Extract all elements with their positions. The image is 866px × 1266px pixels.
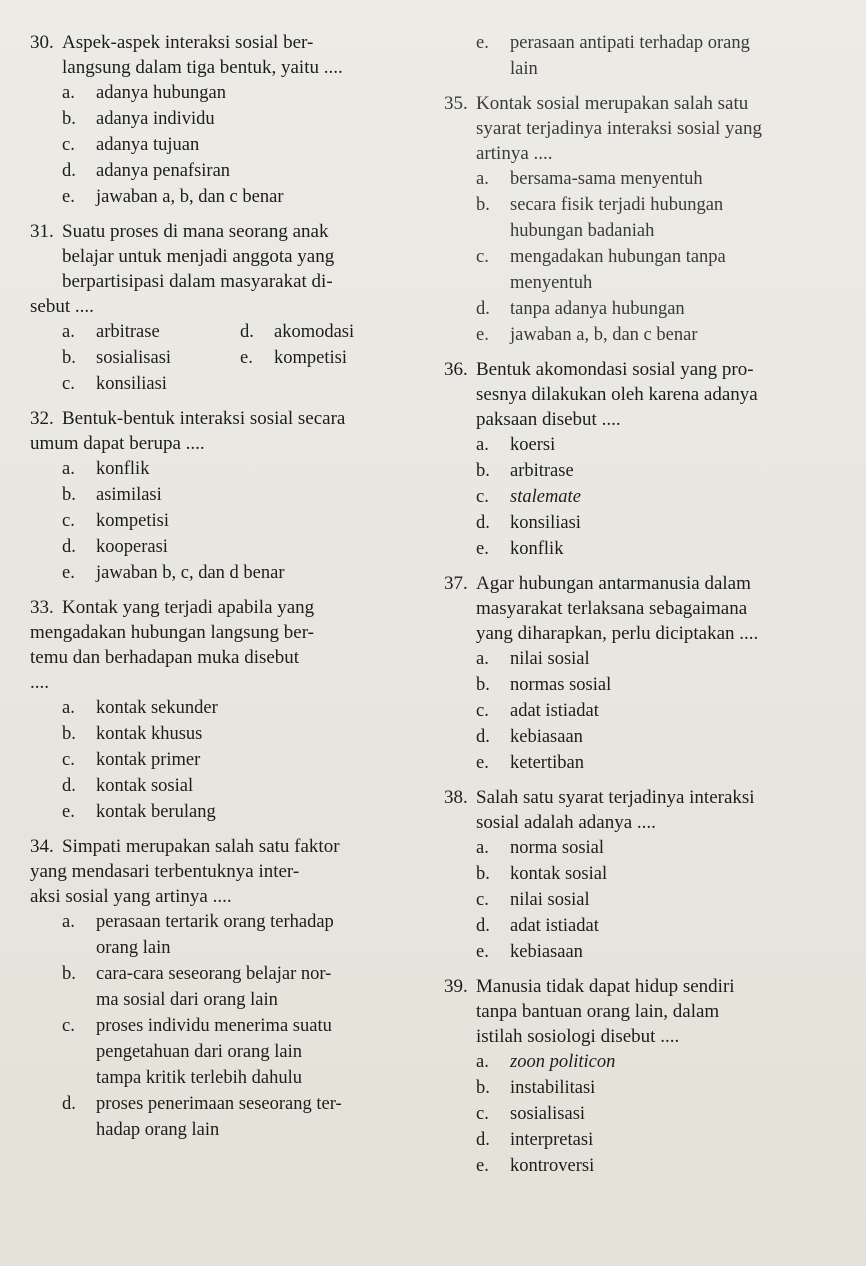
question-stem-line: Bentuk akomondasi sosial yang pro- bbox=[476, 359, 754, 380]
question-32 bbox=[30, 406, 430, 586]
option[interactable]: e. jawaban b, c, dan d benar bbox=[62, 563, 285, 583]
option[interactable]: e. konflik bbox=[476, 539, 564, 559]
question-33 bbox=[30, 595, 430, 825]
question-number: 33. bbox=[30, 597, 54, 618]
question-35 bbox=[444, 91, 844, 348]
option[interactable]: a. nilai sosial bbox=[476, 649, 590, 669]
option[interactable]: d. akomodasi bbox=[240, 322, 355, 342]
option[interactable]: e. ketertiban bbox=[476, 753, 584, 773]
question-stem-line: masyarakat terlaksana sebagaimana bbox=[476, 598, 748, 619]
option[interactable]: d. tanpa adanya hubungan bbox=[476, 299, 685, 319]
option[interactable]: c. stalemate bbox=[476, 487, 581, 507]
question-number: 35. bbox=[444, 93, 468, 114]
option[interactable]: e. kebiasaan bbox=[476, 942, 583, 962]
question-stem-line: sesnya dilakukan oleh karena adanya bbox=[476, 384, 758, 405]
option[interactable]: b. kontak sosial bbox=[476, 864, 608, 884]
option[interactable]: c. adanya tujuan bbox=[62, 135, 200, 155]
question-number: 39. bbox=[444, 976, 468, 997]
question-stem-line: paksaan disebut .... bbox=[476, 409, 621, 430]
option[interactable]: c. nilai sosial bbox=[476, 890, 590, 910]
question-stem-line: Bentuk-bentuk interaksi sosial secara bbox=[62, 408, 346, 429]
option[interactable]: c. mengadakan hubungan tanpa menyentuh bbox=[476, 247, 726, 293]
option[interactable]: e. jawaban a, b, dan c benar bbox=[62, 187, 284, 207]
option[interactable]: b. sosialisasi bbox=[62, 348, 172, 368]
option[interactable]: d. interpretasi bbox=[476, 1130, 594, 1150]
question-34 bbox=[30, 834, 430, 1143]
question-stem-line: umum dapat berupa .... bbox=[30, 433, 205, 454]
question-number: 37. bbox=[444, 573, 468, 594]
option[interactable]: c. proses individu menerima suatu pengetahuan dari orang lain tampa kritik terlebih dahulu bbox=[62, 1016, 332, 1088]
option[interactable]: a. arbitrase bbox=[62, 322, 160, 342]
option[interactable]: e. kontroversi bbox=[476, 1156, 595, 1176]
option[interactable]: d. kooperasi bbox=[62, 537, 168, 557]
option[interactable]: b. secara fisik terjadi hubungan hubungan badaniah bbox=[476, 195, 724, 241]
option[interactable]: a. perasaan tertarik orang terhadap orang lain bbox=[62, 912, 334, 958]
question-31 bbox=[30, 219, 430, 397]
option[interactable]: b. cara-cara seseorang belajar nor- ma sosial dari orang lain bbox=[62, 964, 332, 1010]
option[interactable]: b. normas sosial bbox=[476, 675, 612, 695]
option[interactable]: d. konsiliasi bbox=[476, 513, 581, 533]
option[interactable]: e. kompetisi bbox=[240, 348, 347, 368]
left-column bbox=[30, 30, 430, 1143]
question-stem-line: belajar untuk menjadi anggota yang bbox=[62, 246, 335, 267]
option[interactable]: c. adat istiadat bbox=[476, 701, 599, 721]
question-number: 36. bbox=[444, 359, 468, 380]
question-number: 30. bbox=[30, 32, 54, 53]
question-stem-line: artinya .... bbox=[476, 143, 553, 164]
question-number: 38. bbox=[444, 787, 468, 808]
question-number: 34. bbox=[30, 836, 54, 857]
question-stem-line: Kontak yang terjadi apabila yang bbox=[62, 597, 315, 618]
option[interactable]: e. jawaban a, b, dan c benar bbox=[476, 325, 698, 345]
question-stem-line: Simpati merupakan salah satu faktor bbox=[62, 836, 340, 857]
option[interactable]: a. zoon politicon bbox=[476, 1052, 616, 1072]
option[interactable]: a. adanya hubungan bbox=[62, 83, 226, 103]
option[interactable]: c. kompetisi bbox=[62, 511, 169, 531]
question-stem-line: sebut .... bbox=[30, 296, 94, 317]
question-number: 32. bbox=[30, 408, 54, 429]
question-37 bbox=[444, 571, 844, 776]
question-stem-line: berpartisipasi dalam masyarakat di- bbox=[62, 271, 333, 292]
option[interactable]: c. kontak primer bbox=[62, 750, 201, 770]
question-stem-line: aksi sosial yang artinya .... bbox=[30, 886, 232, 907]
question-stem-line: tanpa bantuan orang lain, dalam bbox=[476, 1001, 720, 1022]
option[interactable]: c. sosialisasi bbox=[476, 1104, 586, 1124]
question-stem-line: yang diharapkan, perlu diciptakan .... bbox=[476, 623, 759, 644]
question-stem-line: Salah satu syarat terjadinya interaksi bbox=[476, 787, 755, 808]
question-38 bbox=[444, 785, 844, 965]
option[interactable]: c. konsiliasi bbox=[62, 374, 167, 394]
question-stem-line: mengadakan hubungan langsung ber- bbox=[30, 622, 315, 643]
question-stem-line: istilah sosiologi disebut .... bbox=[476, 1026, 680, 1047]
option[interactable]: d. kebiasaan bbox=[476, 727, 583, 747]
option[interactable]: b. instabilitasi bbox=[476, 1078, 596, 1098]
question-stem-line: Suatu proses di mana seorang anak bbox=[62, 221, 329, 242]
option[interactable]: b. asimilasi bbox=[62, 485, 162, 505]
option[interactable]: b. arbitrase bbox=[476, 461, 574, 481]
question-stem-line: Agar hubungan antarmanusia dalam bbox=[476, 573, 751, 594]
option[interactable]: e. perasaan antipati terhadap orang lain bbox=[476, 33, 750, 79]
question-stem-line: temu dan berhadapan muka disebut bbox=[30, 647, 300, 668]
question-stem-line: langsung dalam tiga bentuk, yaitu .... bbox=[62, 57, 343, 78]
option[interactable]: e. kontak berulang bbox=[62, 802, 216, 822]
option[interactable]: a. koersi bbox=[476, 435, 556, 455]
option[interactable]: d. adanya penafsiran bbox=[62, 161, 231, 181]
right-column bbox=[444, 30, 844, 1179]
question-30 bbox=[30, 30, 430, 210]
option[interactable]: a. konflik bbox=[62, 459, 150, 479]
question-stem-line: syarat terjadinya interaksi sosial yang bbox=[476, 118, 762, 139]
question-number: 31. bbox=[30, 221, 54, 242]
question-39 bbox=[444, 974, 844, 1179]
option[interactable]: b. kontak khusus bbox=[62, 724, 203, 744]
option[interactable]: a. kontak sekunder bbox=[62, 698, 218, 718]
question-36 bbox=[444, 357, 844, 562]
option[interactable]: b. adanya individu bbox=[62, 109, 215, 129]
option[interactable]: d. kontak sosial bbox=[62, 776, 194, 796]
option[interactable]: d. adat istiadat bbox=[476, 916, 599, 936]
question-stem-line: sosial adalah adanya .... bbox=[476, 812, 656, 833]
option[interactable]: a. norma sosial bbox=[476, 838, 605, 858]
question-stem-line: Manusia tidak dapat hidup sendiri bbox=[476, 976, 735, 997]
question-stem-line: .... bbox=[30, 672, 49, 693]
question-stem-line: Aspek-aspek interaksi sosial ber- bbox=[62, 32, 314, 53]
question-stem-line: yang mendasari terbentuknya inter- bbox=[30, 861, 300, 882]
option[interactable]: a. bersama-sama menyentuh bbox=[476, 169, 703, 189]
option[interactable]: d. proses penerimaan seseorang ter- hadap orang lain bbox=[62, 1094, 342, 1140]
question-stem-line: Kontak sosial merupakan salah satu bbox=[476, 93, 749, 114]
